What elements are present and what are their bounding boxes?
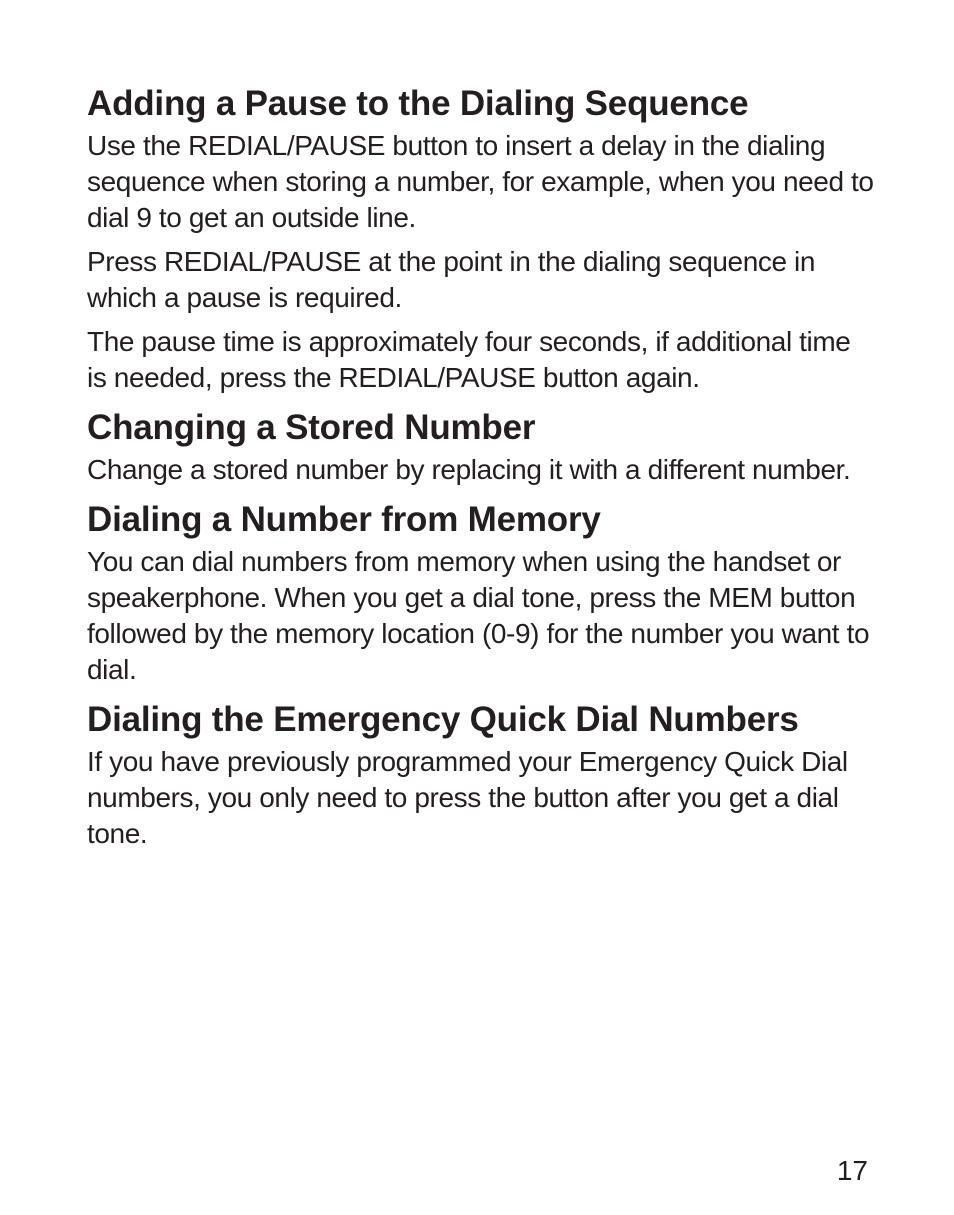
paragraph: You can dial numbers from memory when using the handset or speakerphone. When you get a dial tone, press the MEM button followed by the memory location (0-9) for the number you want to dial. <box>87 546 870 685</box>
page-number: 17 <box>836 1155 868 1186</box>
section-heading: Changing a Stored Number <box>87 408 536 447</box>
section-changing-stored-number <box>87 404 877 488</box>
section-heading: Adding a Pause to the Dialing Sequence <box>87 84 749 123</box>
paragraph: Change a stored number by replacing it with a different number. <box>87 454 851 485</box>
section-adding-pause <box>87 80 877 396</box>
paragraph: Use the REDIAL/PAUSE button to insert a delay in the dialing sequence when storing a number, for example, when you need to dial 9 to get an outside line. <box>87 130 874 233</box>
section-heading: Dialing a Number from Memory <box>87 500 601 539</box>
manual-page <box>87 80 877 860</box>
section-dialing-from-memory <box>87 496 877 688</box>
paragraph: Press REDIAL/PAUSE at the point in the dialing sequence in which a pause is required. <box>87 246 816 313</box>
paragraph: If you have previously programmed your Emergency Quick Dial numbers, you only need to press the button after you get a dial tone. <box>87 746 848 849</box>
paragraph: The pause time is approximately four seconds, if additional time is needed, press the REDIAL/PAUSE button again. <box>87 326 851 393</box>
section-heading: Dialing the Emergency Quick Dial Numbers <box>87 700 799 739</box>
section-emergency-quick-dial <box>87 696 877 852</box>
